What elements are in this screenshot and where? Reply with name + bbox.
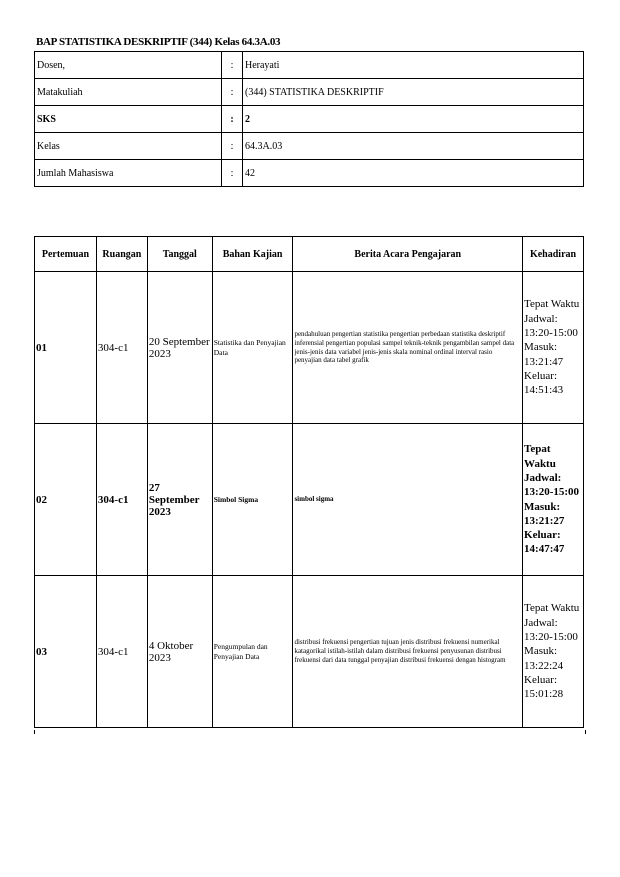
info-row-matakuliah [35,79,584,106]
document-title: BAP STATISTIKA DESKRIPTIF (344) Kelas 64.3A.03 [36,36,281,48]
cell-berita-acara: pendahuluan pengertian statistika pengertian perbedaan statistika deskriptif inferensial pengertian populasi sampel teknik-teknik pengambilan sampel data jenis-jenis data variabel jenis-jenis skala nominal ordinal interval rasio penyajian data tabel grafik [293,272,523,424]
header-tanggal: Tanggal [147,237,212,272]
cell-ruangan: 304-c1 [96,424,147,576]
info-value: Herayati [243,52,584,79]
cell-tanggal: 20 September 2023 [147,272,212,424]
info-value: 64.3A.03 [243,133,584,160]
info-row-dosen [35,52,584,79]
cell-bahan-kajian: Statistika dan Penyajian Data [212,272,293,424]
info-row-kelas [35,133,584,160]
cell-tanggal: 27 September 2023 [147,424,212,576]
cell-pertemuan: 03 [35,576,97,728]
info-label: SKS [35,106,222,133]
schedule-header-row [35,237,584,272]
table-continuation-edge [34,730,586,734]
cell-pertemuan: 01 [35,272,97,424]
info-separator: : [222,160,243,187]
cell-ruangan: 304-c1 [96,272,147,424]
cell-pertemuan: 02 [35,424,97,576]
table-row [35,272,584,424]
info-label: Dosen, [35,52,222,79]
cell-kehadiran: Tepat Waktu Jadwal: 13:20-15:00 Masuk: 13:21:27 Keluar: 14:47:47 [523,424,584,576]
cell-bahan-kajian: Simbol Sigma [212,424,293,576]
cell-tanggal: 4 Oktober 2023 [147,576,212,728]
info-value: (344) STATISTIKA DESKRIPTIF [243,79,584,106]
info-value: 42 [243,160,584,187]
cell-berita-acara: simbol sigma [293,424,523,576]
table-row [35,424,584,576]
table-row [35,576,584,728]
header-pertemuan: Pertemuan [35,237,97,272]
cell-berita-acara: distribusi frekuensi pengertian tujuan jenis distribusi frekuensi numerikal katagorikal istilah-istilah dalam distribusi frekuensi penyusunan distribusi frekuensi dari data tunggal penyajian distribusi frekuensi dengan histogram [293,576,523,728]
info-label: Matakuliah [35,79,222,106]
info-row-jumlah-mahasiswa [35,160,584,187]
schedule-table [34,236,584,728]
info-separator: : [222,106,243,133]
info-separator: : [222,79,243,106]
header-bahan-kajian: Bahan Kajian [212,237,293,272]
info-separator: : [222,52,243,79]
info-value: 2 [243,106,584,133]
cell-kehadiran: Tepat Waktu Jadwal: 13:20-15:00 Masuk: 13:21:47 Keluar: 14:51:43 [523,272,584,424]
cell-kehadiran: Tepat Waktu Jadwal: 13:20-15:00 Masuk: 13:22:24 Keluar: 15:01:28 [523,576,584,728]
info-label: Kelas [35,133,222,160]
cell-bahan-kajian: Pengumpulan dan Penyajian Data [212,576,293,728]
header-ruangan: Ruangan [96,237,147,272]
info-row-sks [35,106,584,133]
header-berita-acara: Berita Acara Pengajaran [293,237,523,272]
info-separator: : [222,133,243,160]
course-info-table [34,51,584,187]
info-label: Jumlah Mahasiswa [35,160,222,187]
cell-ruangan: 304-c1 [96,576,147,728]
header-kehadiran: Kehadiran [523,237,584,272]
